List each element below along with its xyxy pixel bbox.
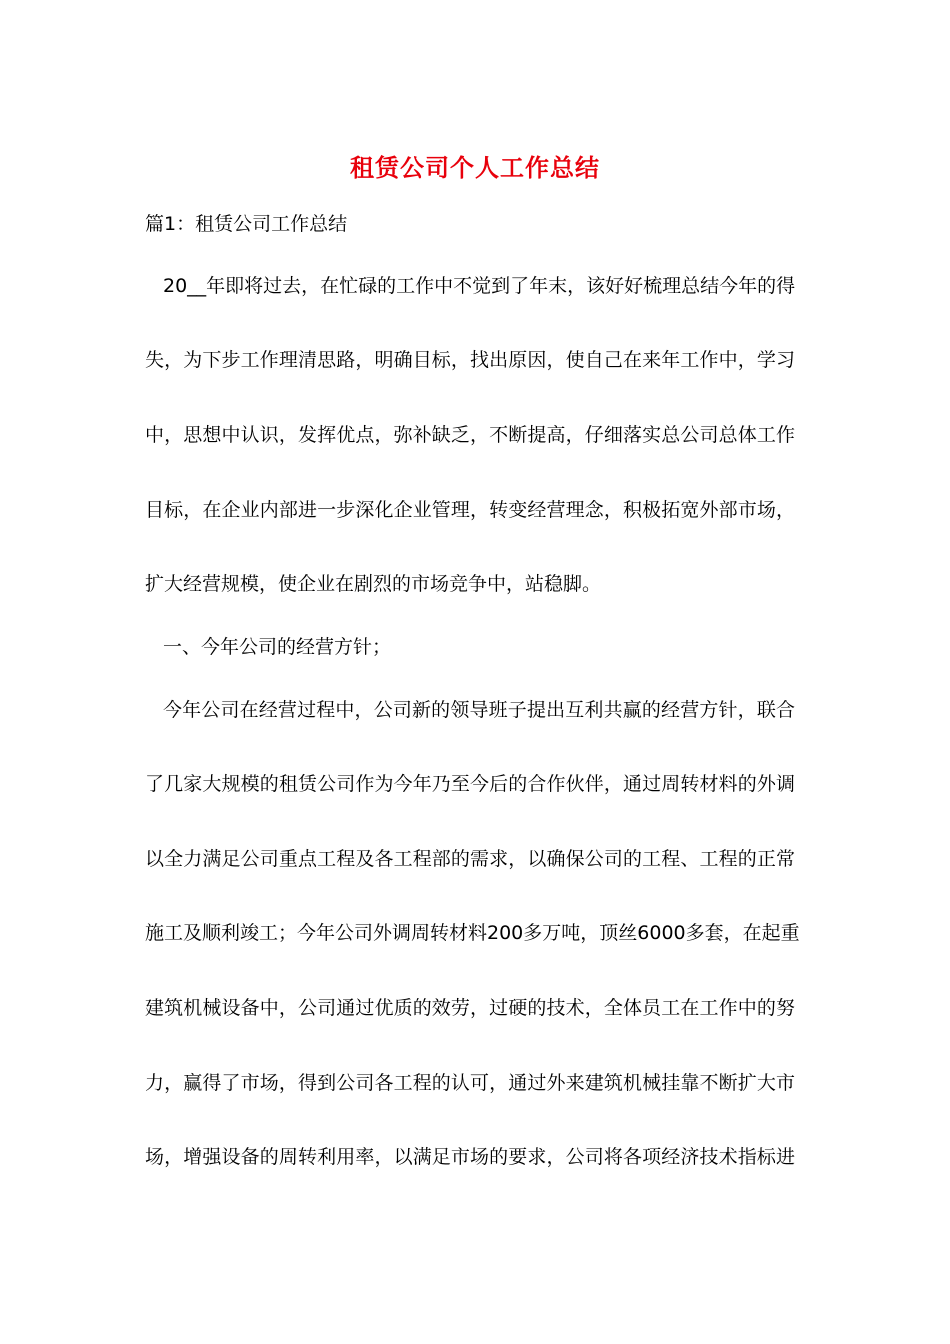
paragraph-line: 目标，在企业内部进一步深化企业管理，转变经营理念，积极拓宽外部市场， <box>145 499 795 521</box>
paragraph-line: 建筑机械设备中，公司通过优质的效劳，过硬的技术，全体员工在工作中的努 <box>145 997 795 1019</box>
paragraph-line: 以全力满足公司重点工程及各工程部的需求，以确保公司的工程、工程的正常 <box>145 848 795 870</box>
paragraph-line: 力，赢得了市场，得到公司各工程的认可，通过外来建筑机械挂靠不断扩大市 <box>145 1072 795 1094</box>
subheading: 一、今年公司的经营方针； <box>163 636 392 658</box>
paragraph-line: 中，思想中认识，发挥优点，弥补缺乏，不断提高，仔细落实总公司总体工作 <box>145 424 795 446</box>
paragraph-line: 场，增强设备的周转利用率，以满足市场的要求，公司将各项经济技术指标进 <box>145 1146 795 1168</box>
section-heading: 篇1：租赁公司工作总结 <box>145 213 348 235</box>
paragraph-line: 今年公司在经营过程中，公司新的领导班子提出互利共赢的经营方针，联合 <box>163 699 795 721</box>
paragraph-line: 失，为下步工作理清思路，明确目标，找出原因，使自己在来年工作中，学习 <box>145 349 795 371</box>
document-title: 租赁公司个人工作总结 <box>350 153 600 182</box>
paragraph-line: 扩大经营规模，使企业在剧烈的市场竞争中，站稳脚。 <box>145 573 602 595</box>
paragraph-line: 了几家大规模的租赁公司作为今年乃至今后的合作伙伴，通过周转材料的外调 <box>145 773 795 795</box>
paragraph-line: 施工及顺利竣工；今年公司外调周转材料200多万吨，顶丝6000多套，在起重 <box>145 922 800 944</box>
paragraph-line: 20__年即将过去，在忙碌的工作中不觉到了年末，该好好梳理总结今年的得 <box>163 275 796 297</box>
